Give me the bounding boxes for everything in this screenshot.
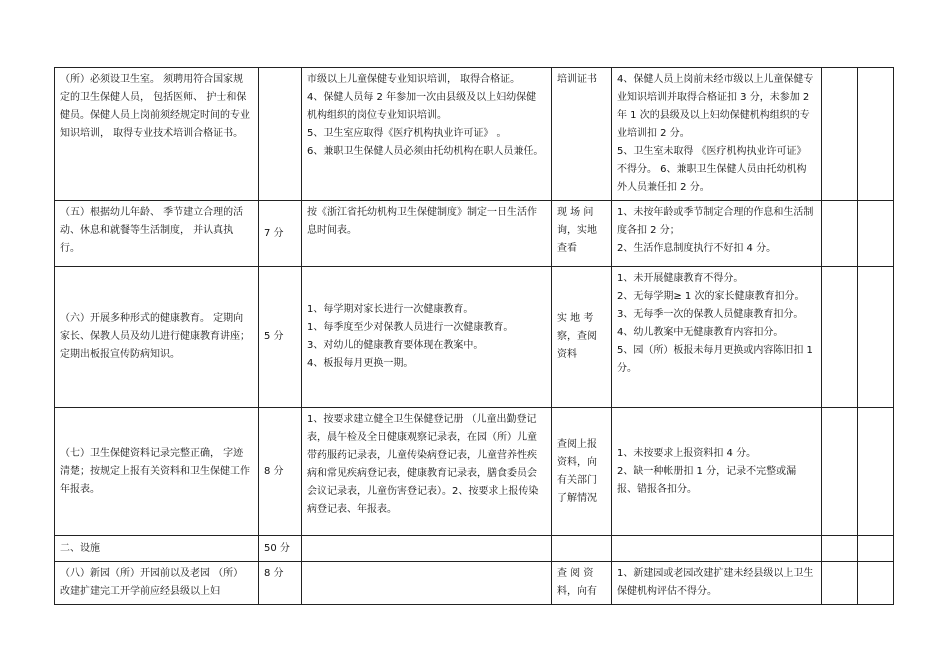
deduction-cell: 1、新建园或老园改建扩建未经县级以上卫生保健机构评估不得分。 — [612, 562, 822, 605]
actual-score-cell — [822, 201, 858, 267]
deduction-cell — [612, 536, 822, 562]
table-row — [55, 562, 894, 605]
item-cell: （七）卫生保健资料记录完整正确， 字迹清楚；按规定上报有关资料和卫生保健工作年报表。 — [55, 408, 259, 536]
score-cell: 5 分 — [259, 267, 302, 408]
actual-score-cell — [822, 267, 858, 408]
score-cell: 7 分 — [259, 201, 302, 267]
item-cell: （六）开展多种形式的健康教育。 定期向家长、保教人员及幼儿进行健康教育讲座；定期出板报宣传防病知识。 — [55, 267, 259, 408]
method-cell: 实 地 考察，查阅资料 — [552, 267, 612, 408]
health-inspection-table — [54, 67, 894, 605]
actual-score-cell — [822, 536, 858, 562]
requirement-cell: 1、每学期对家长进行一次健康教育。 1、每季度至少对保教人员进行一次健康教育。 3、对幼儿的健康教育要体现在教案中。 4、板报每月更换一期。 — [302, 267, 552, 408]
table-row — [55, 201, 894, 267]
score-cell: 8 分 — [259, 408, 302, 536]
remark-cell — [858, 408, 894, 536]
method-cell: 现 场 问询，实地查看 — [552, 201, 612, 267]
requirement-cell: 1、按要求建立健全卫生保健登记册 （儿童出勤登记表，晨午检及全日健康观察记录表，在园（所）儿童带药服药记录表，儿童传染病登记表，儿童营养性疾病和常见疾病登记表，健康教育记录表，膳食委员会会议记录表，儿童伤害登记表）。2、按要求上报传染病登记表、年报表。 — [302, 408, 552, 536]
section-header-row — [55, 536, 894, 562]
method-cell: 查 阅 资料，向有 — [552, 562, 612, 605]
table-row — [55, 267, 894, 408]
score-cell — [259, 68, 302, 201]
remark-cell — [858, 201, 894, 267]
score-cell: 8 分 — [259, 562, 302, 605]
item-cell: （所）必须设卫生室。 须聘用符合国家规定的卫生保健人员， 包括医师、 护士和保健员。保健人员上岗前须经规定时间的专业知识培训， 取得专业技术培训合格证书。 — [55, 68, 259, 201]
score-cell: 50 分 — [259, 536, 302, 562]
method-cell: 培训证书 — [552, 68, 612, 201]
requirement-cell: 按《浙江省托幼机构卫生保健制度》制定一日生活作息时间表。 — [302, 201, 552, 267]
requirement-cell: 市级以上儿童保健专业知识培训， 取得合格证。 4、保健人员每 2 年参加一次由县级及以上妇幼保健机构组织的岗位专业知识培训。 5、卫生室应取得《医疗机构执业许可证》 。 6、兼职卫生保健人员必须由托幼机构在职人员兼任。 — [302, 68, 552, 201]
deduction-cell: 1、未按年龄或季节制定合理的作息和生活制度各扣 2 分； 2、生活作息制度执行不好扣 4 分。 — [612, 201, 822, 267]
actual-score-cell — [822, 68, 858, 201]
remark-cell — [858, 68, 894, 201]
remark-cell — [858, 562, 894, 605]
requirement-cell — [302, 536, 552, 562]
actual-score-cell — [822, 562, 858, 605]
remark-cell — [858, 267, 894, 408]
deduction-cell: 1、未开展健康教育不得分。 2、无每学期≥ 1 次的家长健康教育扣分。 3、无每季一次的保教人员健康教育扣分。 4、幼儿教案中无健康教育内容扣分。 5、园（所）板报未每月更换或内容陈旧扣 1 分。 — [612, 267, 822, 408]
section-title-cell: 二、设施 — [55, 536, 259, 562]
item-cell: （八）新园（所）开园前以及老园 （所）改建扩建完工开学前应经县级以上妇 — [55, 562, 259, 605]
requirement-cell — [302, 562, 552, 605]
table-row — [55, 68, 894, 201]
table-row — [55, 408, 894, 536]
method-cell: 查阅上报资料，向有关部门了解情况 — [552, 408, 612, 536]
remark-cell — [858, 536, 894, 562]
method-cell — [552, 536, 612, 562]
item-cell: （五）根据幼儿年龄、 季节建立合理的活动、休息和就餐等生活制度， 并认真执行。 — [55, 201, 259, 267]
deduction-cell: 1、未按要求上报资料扣 4 分。 2、缺一种帐册扣 1 分，记录不完整或漏报、错报各扣分。 — [612, 408, 822, 536]
actual-score-cell — [822, 408, 858, 536]
deduction-cell: 4、保健人员上岗前未经市级以上儿童保健专业知识培训并取得合格证扣 3 分，未参加 2 年 1 次的县级及以上妇幼保健机构组织的专业培训扣 2 分。 5、卫生室未取得 《医疗机构执业许可证》不得分。 6、兼职卫生保健人员由托幼机构外人员兼任扣 2 分。 — [612, 68, 822, 201]
